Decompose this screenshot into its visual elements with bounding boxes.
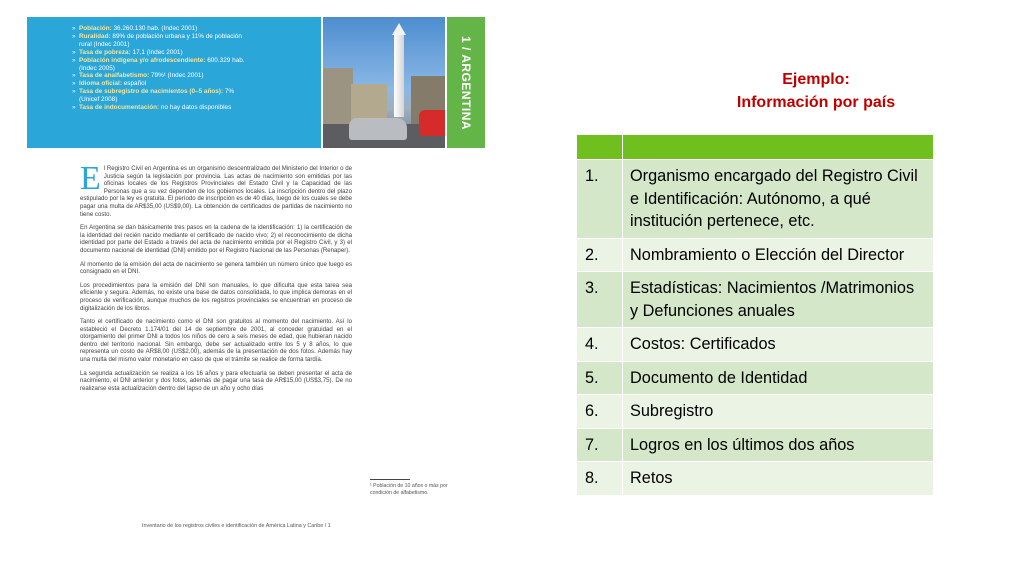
- paragraph: Tanto el certificado de nacimiento como el DNI son gratuitos al momento del nacimiento. Así lo estableció el Decreto 1.174/01 del 14 de septiembre de 2001, al conceder gratuidad en el otorgamiento del primer DNI a todos los niños de cero a seis meses de edad, que hubieran nacido dentro del territorio nacional. Sin embargo, debe ser actualizado entre los 5 y 8 años, lo que representa un costo de AR$8,00 (US$2,00), además de la presentación de dos fotos. Además hay una multa del mismo valor monetario en caso de que el trámite se realice de forma tardía.: [80, 318, 352, 364]
- table-row: [577, 160, 934, 239]
- heading-line-1: Ejemplo:: [782, 71, 850, 88]
- stat-item: » Ruralidad: 89% de población urbana y 11% de población rural (Indec 2001): [79, 33, 321, 49]
- table-row: [577, 328, 934, 362]
- document-footer: Inventario de los registros civiles e identificación de América Latina y Caribe / 1: [142, 523, 331, 529]
- table-header-row: [577, 135, 934, 160]
- table-row: [577, 428, 934, 462]
- paragraph: La segunda actualización se realiza a los 16 años y para efectuarla se deben presentar el acta de nacimiento, el DNI anterior y dos fotos, además de pagar una tasa de AR$15,00 (US$3,75). De no realizarse esta actualización dentro del lapso de un año y ocho días: [80, 369, 352, 392]
- obelisk-tip: [392, 23, 406, 35]
- country-info-table: [576, 134, 934, 496]
- row-text: Subregistro: [623, 395, 934, 429]
- footnote-divider: [370, 479, 410, 480]
- obelisk-shaft: [394, 35, 404, 117]
- slide-heading: [700, 68, 932, 114]
- stat-item: » Idioma oficial: español: [79, 80, 321, 88]
- obelisk-photo: [323, 17, 445, 148]
- document-body: [80, 160, 352, 398]
- row-text: Nombramiento o Elección del Director: [623, 238, 934, 272]
- footnote: ¹ Población de 10 años o más por condición de alfabetismo.: [370, 483, 448, 496]
- header-cell: [577, 135, 623, 160]
- table-row: [577, 361, 934, 395]
- row-text: Retos: [623, 462, 934, 496]
- country-stats-panel: [27, 17, 321, 148]
- row-number: 5.: [577, 361, 623, 395]
- drop-cap: E: [80, 160, 101, 197]
- row-text: Costos: Certificados: [623, 328, 934, 362]
- stat-item: » Población indígena y/o afrodescendiente: 600.329 hab. (Indec 2005): [79, 57, 321, 73]
- row-text: Logros en los últimos dos años: [623, 428, 934, 462]
- bus: [419, 110, 445, 136]
- row-number: 8.: [577, 462, 623, 496]
- heading-line-2: Información por país: [736, 94, 896, 111]
- section-tab: [447, 17, 485, 148]
- document-image: [0, 0, 500, 576]
- car: [349, 118, 407, 140]
- row-number: 1.: [577, 160, 623, 239]
- table-row: [577, 272, 934, 328]
- stat-item: » Población: 36.260.130 hab. (Indec 2001): [79, 25, 321, 33]
- paragraph: Al momento de la emisión del acta de nacimiento se genera también un número único que luego es consignado en el DNI.: [80, 260, 352, 276]
- table-row: [577, 238, 934, 272]
- row-number: 3.: [577, 272, 623, 328]
- stat-item: » Tasa de subregistro de nacimientos (0–5 años): 7% (Unicef 2008): [79, 88, 321, 104]
- row-text: Estadísticas: Nacimientos /Matrimonios y Defunciones anuales: [623, 272, 934, 328]
- header-cell: [623, 135, 934, 160]
- paragraph: Los procedimientos para la emisión del DNI son manuales, lo que dificulta que esta tarea sea eficiente y segura. Además, no existe una base de datos consolidada, lo que implica demoras en el proceso de verificación, aunque muchos de los registros provinciales se encuentran en proceso de digitalización de los libros.: [80, 281, 352, 312]
- row-number: 2.: [577, 238, 623, 272]
- row-number: 6.: [577, 395, 623, 429]
- stat-item: » Tasa de indocumentación: no hay datos disponibles: [79, 104, 321, 112]
- paragraph: El Registro Civil en Argentina es un organismo descentralizado del Ministerio del Interior o de Justicia según la legislación por provincia. Las actas de nacimiento son emitidas por las oficinas locales de los Registros Provinciales del Estado Civil y la Capacidad de las Personas que a su vez dependen de los gobiernos locales. La inscripción dentro del plazo estipulado por la ley es gratuita. El período de inscripción es de 40 días, luego de los cuales se debe pagar una multa de AR$35,00 (US$9,00). La obtención de certificados de partidas de nacimiento no tiene costo.: [80, 160, 352, 218]
- row-number: 7.: [577, 428, 623, 462]
- row-number: 4.: [577, 328, 623, 362]
- stat-item: » Tasa de pobreza: 17,1 (Indec 2001): [79, 49, 321, 57]
- paragraph: En Argentina se dan básicamente tres pasos en la cadena de la identificación: 1) la certificación de la identidad del recién nacido mediante el certificado de nacido vivo; 2) el reconocimiento de dicha identidad por parte del Estado a través del acta de nacimiento emitida por el Registro Civil, y 3) el documento nacional de identidad (DNI) emitido por el Registro Nacional de las Personas (Renaper).: [80, 224, 352, 254]
- row-text: Documento de Identidad: [623, 361, 934, 395]
- section-tab-label: 1 / ARGENTINA: [459, 35, 473, 130]
- table-row: [577, 395, 934, 429]
- row-text: Organismo encargado del Registro Civil e Identificación: Autónomo, a qué institución pertenece, etc.: [623, 160, 934, 239]
- table-row: [577, 462, 934, 496]
- stat-item: » Tasa de analfabetismo: 79%¹ (Indec 2001): [79, 72, 321, 80]
